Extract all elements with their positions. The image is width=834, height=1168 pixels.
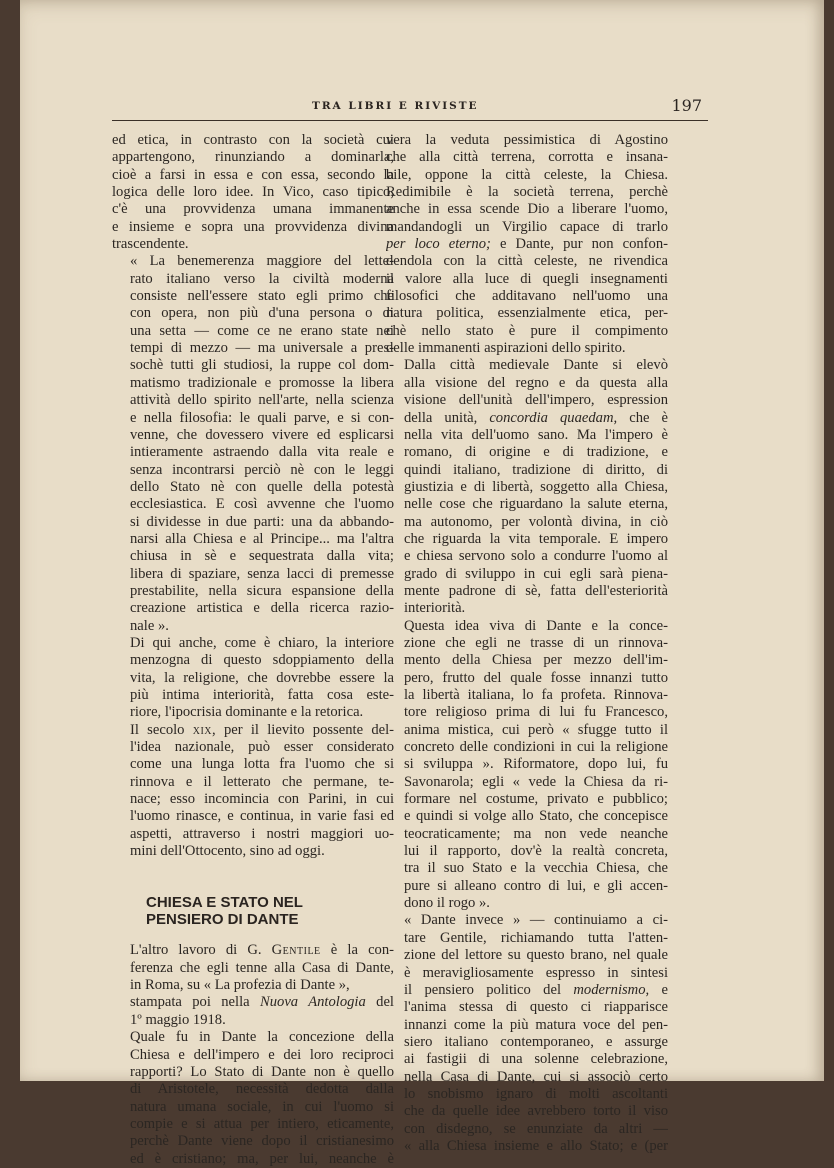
paragraph: [386, 912, 668, 1155]
text-line: della unità, concordia quaedam, che è: [404, 409, 668, 426]
text-line: pero, frutto del quale fosse innanzi tutto: [404, 669, 668, 686]
paragraph: [112, 132, 394, 253]
text-line: concreto delle condizioni in cui la religione: [404, 739, 668, 756]
text-line: riore, l'ipocrisia dominante e la retorica.: [130, 704, 364, 721]
italic-phrase: per loco eterno;: [386, 236, 491, 253]
text-line: zione del lettore su questo brano, nel quale: [404, 947, 668, 964]
text-line: con opera, non più d'una persona o di: [130, 305, 394, 322]
text-line: ecclesiastica. E così avvenne che l'uomo: [130, 496, 394, 513]
text-line: filosofici che additavano nell'uomo una: [386, 288, 668, 305]
paragraph-lines: [386, 427, 668, 618]
paragraph: [386, 618, 668, 913]
text-line: e nella filosofia: le quali parve, e si con-: [130, 409, 394, 426]
text-line: natura umana sociale, in cui l'uomo si: [130, 1098, 394, 1115]
text-line: visione dell'unità dell'impero, espression: [404, 392, 668, 409]
text-line: alla visione del regno e da questa alla: [404, 374, 668, 391]
text-line: più intima interiorità, fatta cosa este-: [130, 687, 394, 703]
author-name: Gentile: [271, 942, 321, 959]
text-line: mento della Chiesa per mezzo dell'im-: [404, 652, 668, 669]
page-number: 197: [671, 96, 702, 115]
century-numeral: xix: [192, 721, 213, 738]
text-line: delle immanenti aspirazioni dello spirito.: [386, 340, 626, 357]
text-line: formare nel costume, privato e pubblico;: [404, 791, 668, 808]
text-line: mandandogli un Virgilio capace di trarlo: [386, 218, 668, 235]
text-line: si dividesse in due parti: una da abbando-: [130, 513, 394, 530]
italic-term: modernismo,: [573, 981, 650, 998]
text-line: rinnova e il letterato che permane, te-: [130, 773, 394, 790]
text-line: una setta — come ce ne erano state nei: [130, 322, 394, 339]
text-line: chè nello stato è pure il compimento: [386, 322, 668, 339]
text-line: Dalla città medievale Dante si elevò: [404, 357, 668, 374]
text-line: il pensiero politico del modernismo, e: [404, 981, 668, 998]
text-line: di Aristotele, necessità dedotta dalla: [130, 1081, 394, 1098]
text-line: attività dello spirito nell'arte, nella scienza: [130, 392, 394, 409]
text-line: nelle cose che riguardano la salute eterna,: [404, 496, 668, 513]
text-line: e chiesa servono solo a condurre l'uomo al: [404, 548, 668, 565]
text-line: tore religioso prima di lui fu Francesco,: [404, 704, 668, 721]
text-line: mente padrone di sè, fatta dell'esteriorità: [404, 582, 668, 599]
text-line: siero italiano contemporaneo, e assurge: [404, 1033, 668, 1050]
text-line: ferenza che egli tenne alla Casa di Dante,: [130, 959, 394, 976]
text-line: « Dante invece » — continuiamo a ci-: [404, 912, 668, 929]
text-line: sochè tutti gli studiosi, la ruppe col dom-: [130, 357, 394, 374]
text-line: L'altro lavoro di G. Gentile è la con-: [130, 942, 394, 959]
text-line: come una lunga lotta fra l'uomo che si: [130, 756, 394, 773]
text-line: la libertà italiana, lo fa profeta. Rinnova-: [404, 687, 668, 703]
text-line: l'uomo rinasce, e continua, in varie fasi ed: [130, 808, 394, 825]
text-line: e insieme e sopra una provvidenza divina: [112, 218, 394, 235]
text-line: rapporti? Lo Stato di Dante non è quello: [130, 1063, 394, 1080]
text-line: l'idea nazionale, può esser considerato: [130, 739, 394, 756]
text-line: senza incontrarsi perciò nè con le leggi: [130, 461, 394, 478]
text-line: Quale fu in Dante la concezione della: [130, 1029, 394, 1046]
text-line: intieramente astraendo dalla vita reale e: [130, 444, 394, 461]
text-line: compie e si attua per intiero, eticamente,: [130, 1115, 394, 1132]
text-line: ai fastigii di una solenne celebrazione,: [404, 1051, 668, 1068]
text-line: che riguarda la vita temporale. E impero: [404, 530, 668, 547]
text-line: è meravigliosamente espresso in sintesi: [404, 964, 668, 981]
text-line: anche in essa scende Dio a liberare l'uomo,: [386, 201, 668, 218]
text-line: Di qui anche, come è chiaro, la interiore: [130, 634, 394, 651]
text-line: giustizia e di libertà, soggetto alla Chiesa,: [404, 478, 668, 495]
text-line: nace; esso incomincia con Parini, in cui: [130, 791, 394, 808]
text-line: tra il suo Stato e la vecchia Chiesa, che: [404, 860, 668, 877]
page-header: [112, 96, 708, 121]
text-line: consiste nell'essere stato egli primo che: [130, 288, 394, 305]
text-line: zione che egli ne trasse di un rinnova-: [404, 634, 668, 651]
paragraph-lines: [386, 357, 668, 409]
paragraph: [112, 1029, 394, 1168]
text-line: c'è una provvidenza umana immanente: [112, 201, 394, 218]
text-line: rato italiano verso la civiltà moderna: [130, 270, 394, 287]
text-line: libera di spaziare, senza lacci di premesse: [130, 565, 394, 582]
text-line: dello Stato nè con quelle della potestà: [130, 478, 394, 495]
running-title: TRA LIBRI E RIVISTE: [312, 100, 479, 112]
text-line: lo snobismo ignaro di molti ascoltanti: [404, 1085, 668, 1102]
text-line: nale ».: [130, 617, 169, 634]
paragraph: [112, 942, 394, 1029]
quote-paragraph: [112, 253, 394, 635]
text-line: trascendente.: [112, 236, 189, 253]
text-line: tempi di mezzo — ma universale a pres-: [130, 340, 394, 357]
paragraph: [386, 357, 668, 617]
text-line: in Roma, su « La profezia di Dante »,: [130, 977, 350, 994]
text-line: appartengono, rinunziando a dominarla,: [112, 149, 394, 166]
text-line: narsi alla Chiesa e al Principe... ma l'altra: [130, 530, 394, 547]
text-line: che alla città terrena, corrotta e insana-: [386, 149, 668, 166]
text-line: innanzi come la più matura voce del pen-: [404, 1016, 668, 1033]
section-title: [146, 894, 394, 928]
text-line: per loco eterno; e Dante, pur non confon-: [386, 236, 668, 253]
text-line: pure si alleano contro di lui, e gli accen-: [404, 877, 668, 894]
paragraph-lines: [386, 912, 668, 981]
left-column: [112, 132, 394, 1168]
text-line: nella Casa di Dante, cui si associò certo: [404, 1068, 668, 1085]
right-column: [386, 132, 668, 1155]
text-line: anima mistica, cui però « sfugge tutto il: [404, 721, 668, 738]
text-line: Chiesa e dell'impero e dei loro reciproci: [130, 1046, 394, 1063]
text-line: venne, che dovessero vivere ed esplicarsi: [130, 426, 394, 443]
latin-phrase: concordia quaedam,: [489, 409, 618, 426]
section-title-line-1: CHIESA E STATO NEL: [146, 894, 303, 912]
text-line: ma autonomo, per volontà divina, in ciò: [404, 513, 668, 530]
paragraph-lines: [112, 960, 394, 995]
text-line: stampata poi nella Nuova Antologia del: [130, 994, 394, 1011]
text-line: si sviluppa ». Riformatore, dopo lui, fu: [404, 756, 668, 773]
paragraph: [112, 722, 394, 861]
text-line: natura politica, essenzialmente etica, per-: [386, 305, 668, 322]
text-line: « La benemerenza maggiore del lette-: [130, 253, 394, 270]
text-line: « alla Chiesa insieme e allo Stato; e (per: [404, 1137, 668, 1154]
text-line: Il secolo xix, per il lievito possente del-: [130, 721, 394, 738]
text-line: il valore alla luce di quegli insegnamenti: [386, 270, 668, 287]
text-line: vita, la religione, che dovrebbe essere la: [130, 669, 394, 686]
text-line: 1º maggio 1918.: [130, 1011, 226, 1028]
paragraph-lines: [386, 132, 668, 236]
text-line: ed è cristiano; ma, per lui, neanche è: [130, 1150, 394, 1167]
text-line: romano, di origine e di tradizione, e: [404, 444, 668, 461]
paragraph-lines: [386, 253, 668, 357]
text-line: mini dell'Ottocento, sino ad oggi.: [130, 843, 325, 860]
text-line: lui il rapporto, dov'è la realtà concreta,: [404, 843, 668, 860]
text-line: creazione artistica e della ricerca razio-: [130, 600, 394, 617]
text-line: perchè Dante viene dopo il cristianesimo: [130, 1133, 394, 1150]
text-line: dendola con la città celeste, ne rivendica: [386, 253, 668, 270]
text-line: matismo tradizionale e promosse la libera: [130, 374, 394, 391]
text-line: grado di sviluppo in cui egli sarà piena-: [404, 565, 668, 582]
paragraph-lines: [386, 999, 668, 1155]
book-page: [20, 0, 824, 1167]
text-line: dono il rogo ».: [404, 895, 490, 912]
text-line: nella vita dell'uomo sano. Ma l'impero è: [404, 426, 668, 443]
text-line: Savonarola; egli « vede la Chiesa da ri-: [404, 773, 668, 790]
text-line: aspetti, attraverso i nostri maggiori uo-: [130, 825, 394, 842]
paragraph-lines: [112, 739, 394, 860]
section-title-line-2: PENSIERO DI DANTE: [146, 911, 299, 929]
text-line: vera la veduta pessimistica di Agostino: [386, 132, 668, 148]
paragraph: [386, 132, 668, 357]
text-line: tare Gentile, richiamando tutta l'atten-: [404, 929, 668, 946]
text-line: interiorità.: [404, 600, 466, 617]
text-line: prestabilite, nella sicura espansione della: [130, 582, 394, 599]
journal-title: Nuova Antologia: [260, 994, 366, 1011]
text-line: e quindi si volge allo Stato, che concepisce: [404, 808, 668, 825]
text-line: quindi italiano, tradizione di diritto, di: [404, 461, 668, 478]
text-line: menzogna di questo sdoppiamento della: [130, 652, 394, 669]
text-line: bile, oppone la città celeste, la Chiesa.: [386, 166, 668, 183]
text-line: Questa idea viva di Dante e la conce-: [404, 617, 668, 634]
paragraph: [112, 635, 394, 722]
text-line: cioè a farsi in essa e con essa, secondo la: [112, 166, 394, 183]
text-line: ed etica, in contrasto con la società cui: [112, 132, 394, 148]
text-line: teocraticamente; ma non vede neanche: [404, 825, 668, 842]
text-line: chiusa in sè e sequestrata dalla vita;: [130, 548, 394, 565]
text-line: Redimibile è la società terrena, perchè: [386, 184, 668, 201]
text-line: logica delle loro idee. In Vico, caso tipico,: [112, 184, 394, 201]
text-line: che da quelle idee avrebbero torto il viso: [404, 1103, 668, 1120]
text-line: con disdegno, se enunziate da altri —: [404, 1120, 668, 1137]
text-line: l'anima stessa di questo ci riapparisce: [404, 999, 668, 1016]
